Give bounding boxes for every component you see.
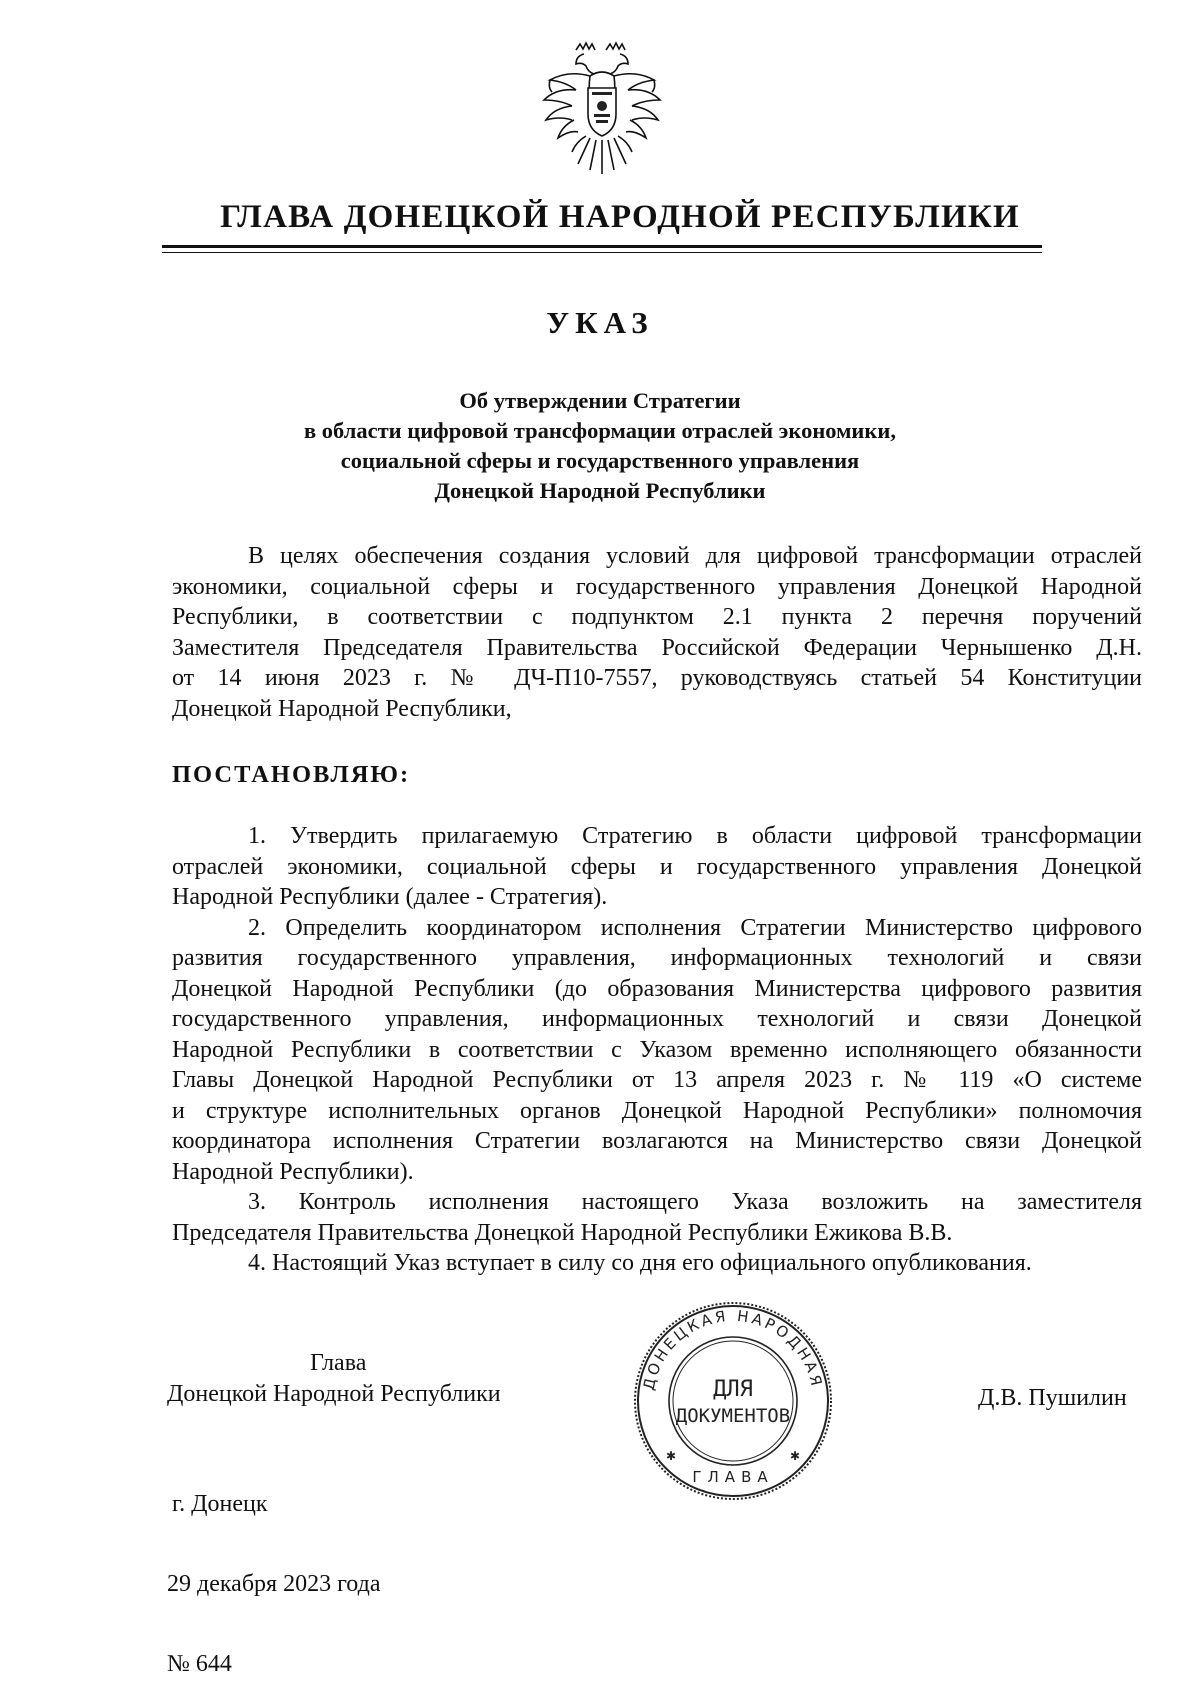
item-line: развития государственного управления, информационных технологий и связи [172,945,1142,971]
item-line: 4. Настоящий Указ вступает в силу со дня его официального опубликования. [248,1250,1032,1276]
signatory-title-line2: Донецкой Народной Республики [167,1381,501,1407]
svg-text:✱: ✱ [666,1449,677,1463]
preamble-line: Донецкой Народной Республики, [172,695,512,722]
emblem-icon [540,40,664,182]
preamble-line: от 14 июня 2023 г. № ДЧ-П10-7557, руководствуясь статьей 54 Конституции [172,665,1142,691]
decree-items [172,821,1142,1279]
seal-center-line1: ДЛЯ [713,1377,753,1402]
preamble-paragraph [172,541,1142,724]
item-line: Народной Республики в соответствии с Указом временно исполняющего обязанности [172,1036,1142,1063]
item-line: Донецкой Народной Республики (до образования Министерства цифрового развития [172,975,1142,1002]
preamble-line: экономики, социальной сферы и государственного управления Донецкой Народной [172,573,1142,600]
item-line: координатора исполнения Стратегии возлагаются на Министерство связи Донецкой [172,1128,1142,1154]
preamble-line: В целях обеспечения создания условий для цифровой трансформации отраслей [248,543,1142,569]
header-rule-thick [162,245,1042,248]
item-line: 2. Определить координатором исполнения Стратегии Министерство цифрового [248,914,1142,941]
preamble-line: Республики, в соответствии с подпунктом 2.1 пункта 2 перечня поручений [172,604,1142,630]
issuer-title: ГЛАВА ДОНЕЦКОЙ НАРОДНОЙ РЕСПУБЛИКИ [220,199,1020,235]
subject-line: в области цифровой трансформации отраслей экономики, [304,418,896,443]
item-line: отраслей экономики, социальной сферы и государственного управления Донецкой [172,853,1142,880]
seal-center-line2: ДОКУМЕНТОВ [675,1405,791,1427]
svg-text:✱: ✱ [790,1449,801,1463]
seal-ring-text: ДОНЕЦКАЯ НАРОДНАЯ [639,1306,827,1392]
signatory-name: Д.В. Пушилин [978,1385,1127,1411]
preamble-line: Заместителя Председателя Правительства Российской Федерации Чернышенко Д.Н. [172,634,1142,661]
issue-place: г. Донецк [172,1491,268,1517]
document-type: УКАЗ [546,305,654,340]
issue-date: 29 декабря 2023 года [167,1571,381,1597]
decree-word: ПОСТАНОВЛЯЮ: [172,761,411,788]
item-line: Народной Республики (далее - Стратегия). [172,884,608,910]
item-line: 3. Контроль исполнения настоящего Указа возложить на заместителя [248,1189,1142,1215]
document-subject [240,386,960,506]
subject-line: Об утверждении Стратегии [459,388,741,413]
signatory-title: Глава [310,1350,367,1376]
item-line: и структуре исполнительных органов Донецкой Народной Республики» полномочия [172,1097,1142,1124]
item-line: 1. Утвердить прилагаемую Стратегию в области цифровой трансформации [248,823,1142,849]
item-line: государственного управления, информационных технологий и связи Донецкой [172,1006,1142,1032]
item-line: Главы Донецкой Народной Республики от 13 апреля 2023 г. № 119 «О системе [172,1067,1142,1093]
item-line: Председателя Правительства Донецкой Народной Республики Ежикова В.В. [172,1219,953,1246]
subject-line: Донецкой Народной Республики [434,478,766,503]
item-line: Народной Республики). [172,1158,414,1185]
document-number: № 644 [167,1651,232,1677]
official-seal-icon [632,1300,834,1502]
subject-line: социальной сферы и государственного управления [340,448,860,473]
seal-bottom-text: ГЛАВА [692,1468,774,1486]
header-rule-thin [162,252,1042,253]
